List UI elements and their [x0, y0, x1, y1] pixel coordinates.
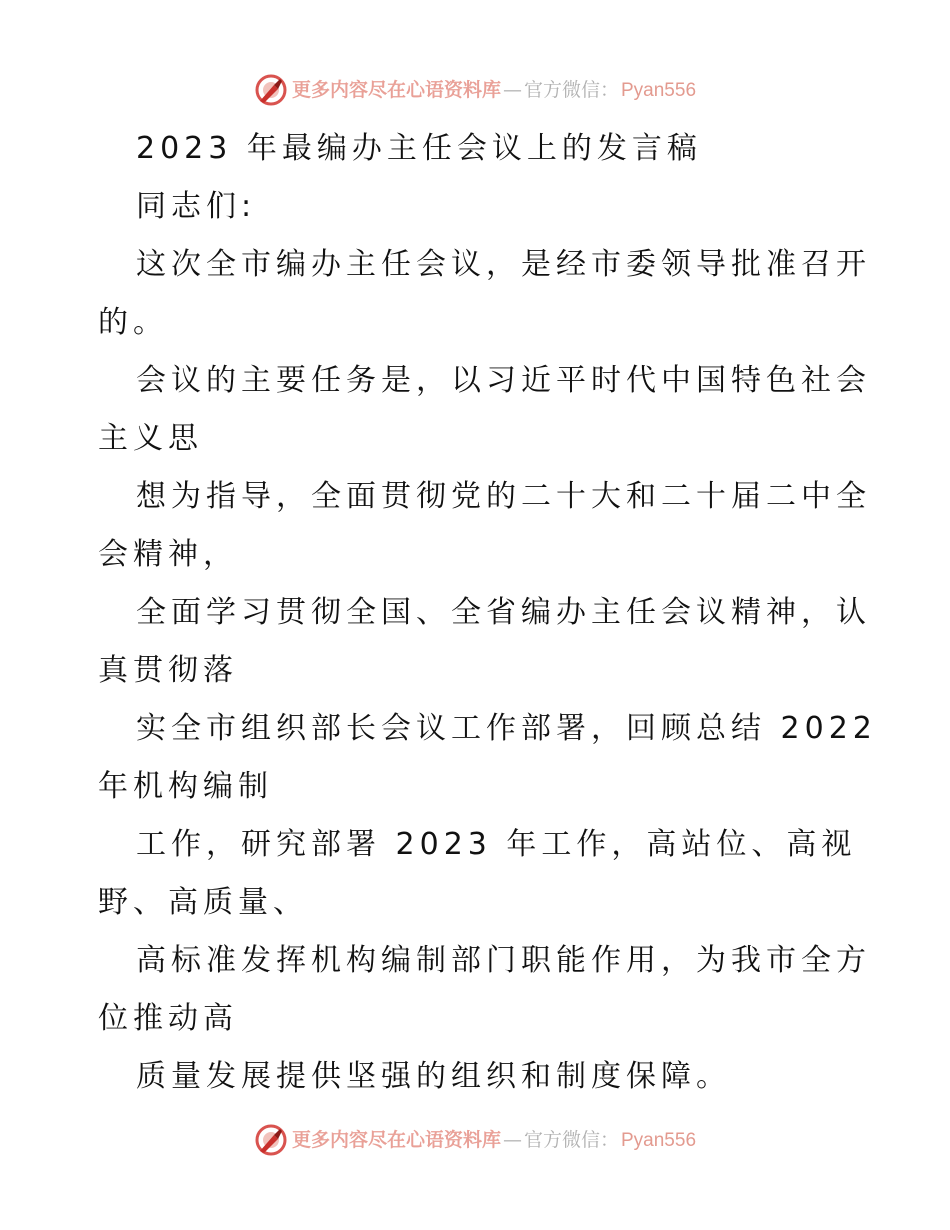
banner-separator: —	[502, 1128, 522, 1151]
paragraph-line: 会议的主要任务是，以习近平时代中国特色社会	[136, 363, 871, 398]
paragraph-line: 想为指导，全面贯彻党的二十大和二十届二中全	[136, 479, 871, 514]
paragraph-line: 工作，研究部署 2023 年工作，高站位、高视	[136, 827, 857, 862]
banner-wechat-label: 官方微信：	[523, 78, 619, 101]
banner-wechat-label: 官方微信：	[523, 1128, 619, 1151]
paragraph-line: 年机构编制	[98, 769, 273, 804]
paragraph-line: 的。	[98, 305, 168, 340]
document-title: 2023 年最编办主任会议上的发言稿	[136, 131, 702, 166]
paragraph-line: 高标准发挥机构编制部门职能作用，为我市全方	[136, 943, 871, 978]
footer-banner-text	[291, 1128, 697, 1151]
salutation: 同志们:	[136, 189, 257, 224]
banner-wechat-id: Pyan556	[621, 1129, 697, 1151]
banner-main-text: 更多内容尽在心语资料库	[291, 1128, 501, 1151]
pen-logo-icon	[254, 1123, 288, 1157]
paragraph-line: 质量发展提供坚强的组织和制度保障。	[136, 1059, 731, 1094]
banner-main-text: 更多内容尽在心语资料库	[291, 78, 501, 101]
footer-banner	[0, 1120, 950, 1160]
banner-separator: —	[502, 78, 522, 101]
header-banner	[0, 70, 950, 110]
document-body	[98, 120, 877, 1106]
paragraph-line: 野、高质量、	[98, 885, 308, 920]
pen-logo-icon	[254, 73, 288, 107]
paragraph-line: 主义思	[98, 421, 203, 456]
paragraph-line: 这次全市编办主任会议，是经市委领导批准召开	[136, 247, 871, 282]
paragraph-line: 实全市组织部长会议工作部署，回顾总结 2022	[136, 711, 877, 746]
paragraph-line: 真贯彻落	[98, 653, 238, 688]
header-banner-text	[291, 78, 697, 101]
paragraph-line: 全面学习贯彻全国、全省编办主任会议精神，认	[136, 595, 871, 630]
paragraph-line: 会精神，	[98, 537, 238, 572]
paragraph-line: 位推动高	[98, 1001, 238, 1036]
banner-wechat-id: Pyan556	[621, 79, 697, 101]
